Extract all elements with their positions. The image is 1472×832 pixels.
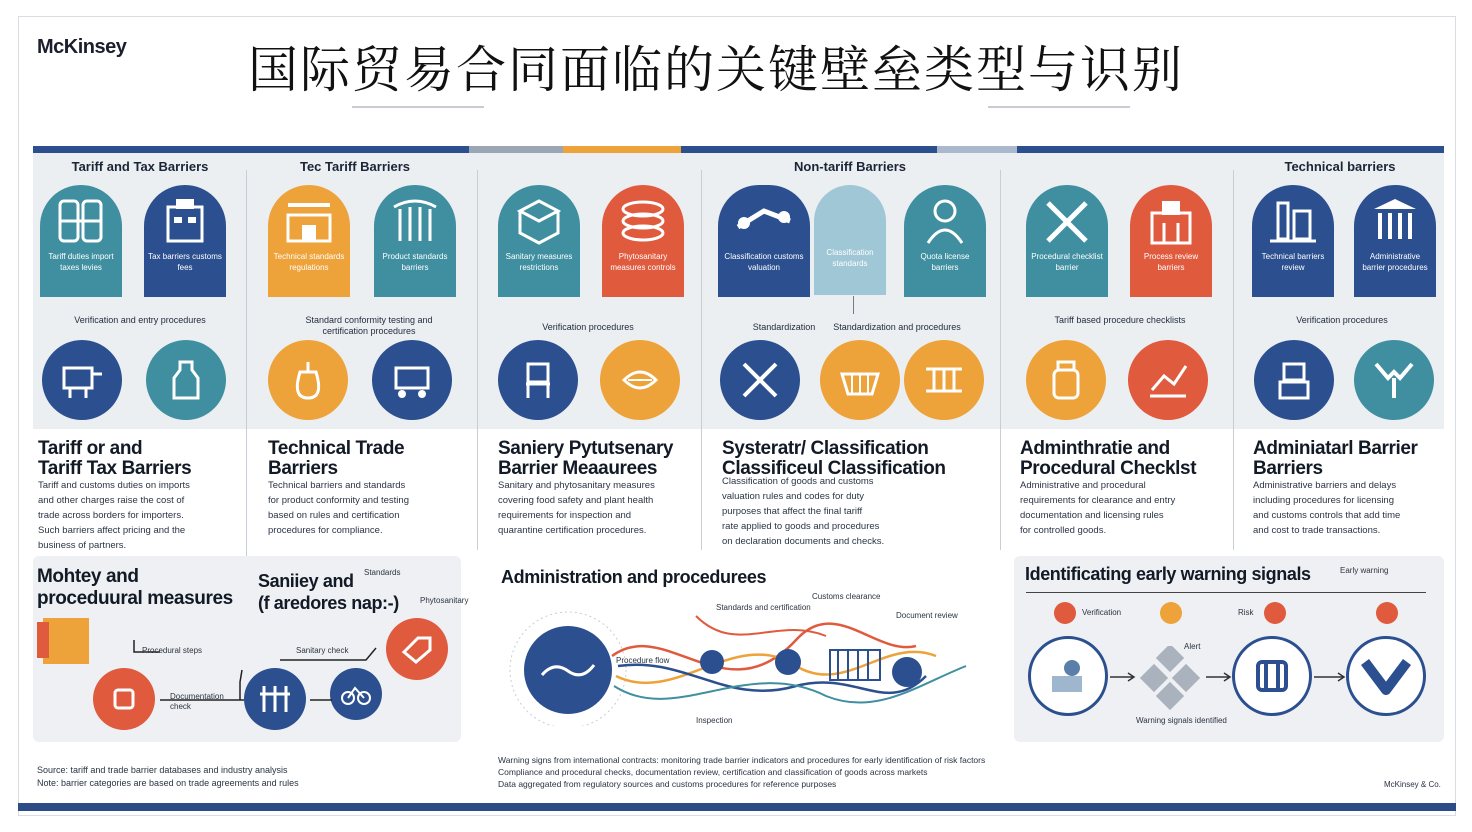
section-title: Systeratr/ Classification Classificeul Classification	[722, 438, 946, 479]
mid-note: Standardization	[752, 322, 816, 332]
basket-circle-icon	[820, 340, 900, 420]
arch-caption: Classification customs valuation	[724, 252, 804, 272]
mid-note: Verification procedures	[542, 322, 634, 332]
network-label: Procedure flow	[616, 656, 670, 665]
pillars-circle-icon	[904, 340, 984, 420]
arch-caption: Product standards barriers	[382, 252, 448, 272]
register-icon	[160, 197, 210, 245]
figure-circle-icon	[1354, 340, 1434, 420]
barrel-icon	[56, 197, 106, 245]
section-title: Technical Trade Barriers	[268, 438, 405, 479]
mid-note: Tariff based procedure checklists	[1054, 315, 1186, 325]
arch-caption: Classification standards	[826, 248, 874, 268]
factory-icon	[284, 197, 334, 245]
arch-caption: Tax barriers customs fees	[148, 252, 222, 272]
machinery-circle-icon	[42, 340, 122, 420]
title-rule-left	[352, 106, 484, 108]
column-divider	[1233, 170, 1234, 550]
section-body: Sanitary and phytosanitary measures covering food safety and plant health requirements for inspection and quarantine certification procedures.	[498, 480, 655, 536]
arch-caption: Technical barriers review	[1261, 252, 1325, 272]
alert-icon	[1054, 602, 1076, 624]
sanitary-arch	[498, 185, 580, 297]
column-divider	[246, 170, 247, 580]
network-label: Standards and certification	[716, 603, 811, 612]
arch-caption: Process review barriers	[1143, 252, 1199, 272]
box-title: Saniiey and (f aredores nap:-)	[258, 571, 399, 613]
building-icon	[1146, 197, 1196, 245]
flow-arrows	[1108, 672, 1348, 682]
bottom-color-band	[18, 803, 1456, 811]
column-divider	[1000, 170, 1001, 550]
category-header: Non-tariff Barriers	[794, 159, 906, 174]
section-body: Technical barriers and standards for product conformity and testing based on rules and certification procedures for compliance.	[268, 480, 409, 536]
technical-arch	[268, 185, 350, 297]
inspector-circle-icon	[1028, 636, 1108, 716]
arch-caption: Technical standards regulations	[273, 252, 345, 272]
jar-circle-icon	[1026, 340, 1106, 420]
robot-circle-icon	[1254, 340, 1334, 420]
arch-caption: Sanitary measures restrictions	[505, 252, 573, 272]
connector-line	[853, 296, 854, 314]
classification-arch	[718, 185, 810, 297]
bottle-circle-icon	[146, 340, 226, 420]
column-divider	[477, 170, 478, 550]
signal-label: Verification	[1082, 608, 1122, 617]
box-tag: Early warning	[1340, 566, 1389, 575]
flow-label: Standards	[364, 568, 401, 577]
network-label: Inspection	[696, 716, 733, 725]
signal-label: Risk	[1238, 608, 1254, 617]
category-header: Tec Tariff Barriers	[299, 159, 411, 174]
check-circle-icon	[1346, 636, 1426, 716]
arch-caption: Phytosanitary measures controls	[610, 252, 676, 272]
standards-arch	[374, 185, 456, 297]
page-title: 国际贸易合同面临的关键壁垒类型与识别	[248, 42, 1184, 98]
category-header: Tariff and Tax Barriers	[71, 159, 209, 174]
document-stack-icon	[43, 618, 89, 664]
section-body: Tariff and customs duties on imports and other charges raise the cost of trade across borders for importers. Such barriers affect pricing and the business of partners.	[38, 480, 190, 551]
phytosanitary-arch	[602, 185, 684, 297]
signal-label: Alert	[1184, 642, 1201, 651]
category-header: Technical barriers	[1284, 159, 1396, 174]
brand-logo: McKinsey	[37, 36, 127, 58]
mid-note: Standardization and procedures	[833, 322, 961, 332]
procedural-arch	[1026, 185, 1108, 297]
technical-review-arch	[1252, 185, 1334, 297]
section-body: Classification of goods and customs valuation rules and codes for duty purposes that affect the final tariff rate applied to goods and procedures on declaration documents and checks.	[722, 476, 885, 547]
section-body: Administrative barriers and delays including procedures for licensing and customs controls that add time and cost to trade transactions.	[1253, 480, 1401, 536]
gate-icon	[390, 197, 440, 245]
tax-arch	[144, 185, 226, 297]
footnote-right: Warning signs from international contracts: monitoring trade barrier indicators and procedures for early identification of risk factors Compliance and procedural checks, documentation review, certification and classification of goods across markets Data aggregated from regulatory sources and customs procedures for reference purposes	[498, 755, 986, 789]
wrench-icon	[734, 197, 794, 245]
cart-circle-icon	[372, 340, 452, 420]
arch-caption: Administrative barrier procedures	[1362, 252, 1428, 272]
quota-arch	[904, 185, 986, 297]
signal-caption: Warning signals identified	[1136, 716, 1227, 725]
crate-icon	[514, 197, 564, 245]
alert-icon	[1264, 602, 1286, 624]
bundle-circle-icon	[600, 340, 680, 420]
top-color-band	[33, 146, 1444, 153]
section-title: Tariff or and Tariff Tax Barriers	[38, 438, 192, 479]
section-title: Adminthratie and Procedural Checklst	[1020, 438, 1197, 479]
administrative-arch	[1354, 185, 1436, 297]
machine-icon	[1268, 197, 1318, 245]
title-rule-right	[988, 106, 1130, 108]
section-title: Saniery Pytutsenary Barrier Meaaurees	[498, 438, 674, 479]
footnote-corner: McKinsey & Co.	[1384, 780, 1441, 789]
mid-note: Verification procedures	[1296, 315, 1388, 325]
tools-icon	[1042, 197, 1092, 245]
mid-note: Standard conformity testing and certification procedures	[305, 315, 433, 336]
flow-label: Documentation check	[170, 692, 224, 711]
flow-label: Phytosanitary	[420, 596, 469, 605]
alert-icon	[1376, 602, 1398, 624]
classification-center-arch	[814, 185, 886, 295]
footnote-left: Source: tariff and trade barrier databases and industry analysis Note: barrier categories are based on trade agreements and rules	[37, 765, 299, 788]
chart-circle-icon	[1128, 340, 1208, 420]
network-label: Customs clearance	[812, 592, 881, 601]
pouch-circle-icon	[268, 340, 348, 420]
alert-icon	[1160, 602, 1182, 624]
section-body: Administrative and procedural requirements for clearance and entry documentation and licensing rules for controlled goods.	[1020, 480, 1176, 536]
mid-note: Verification and entry procedures	[74, 315, 206, 325]
cross-tools-circle-icon	[720, 340, 800, 420]
process-arch	[1130, 185, 1212, 297]
timeline-rule	[1026, 592, 1426, 593]
tariff-arch	[40, 185, 122, 297]
figure-icon	[920, 197, 970, 245]
box-title: Mohtey and proceduural measures	[37, 566, 233, 609]
chair-circle-icon	[498, 340, 578, 420]
flow-label: Procedural steps	[142, 646, 203, 655]
columns-icon	[1370, 197, 1420, 245]
arch-caption: Quota license barriers	[920, 252, 970, 272]
flow-label: Sanitary check	[296, 646, 349, 655]
box-title: Identificating early warning signals	[1025, 564, 1311, 584]
network-label: Document review	[896, 611, 958, 620]
coil-icon	[618, 197, 668, 245]
arch-caption: Tariff duties import taxes levies	[48, 252, 114, 272]
arch-caption: Procedural checklist barrier	[1031, 252, 1103, 272]
box-title: Administration and procedurees	[501, 567, 767, 587]
column-divider	[701, 170, 702, 550]
section-title: Adminiatarl Barrier Barriers	[1253, 438, 1418, 479]
